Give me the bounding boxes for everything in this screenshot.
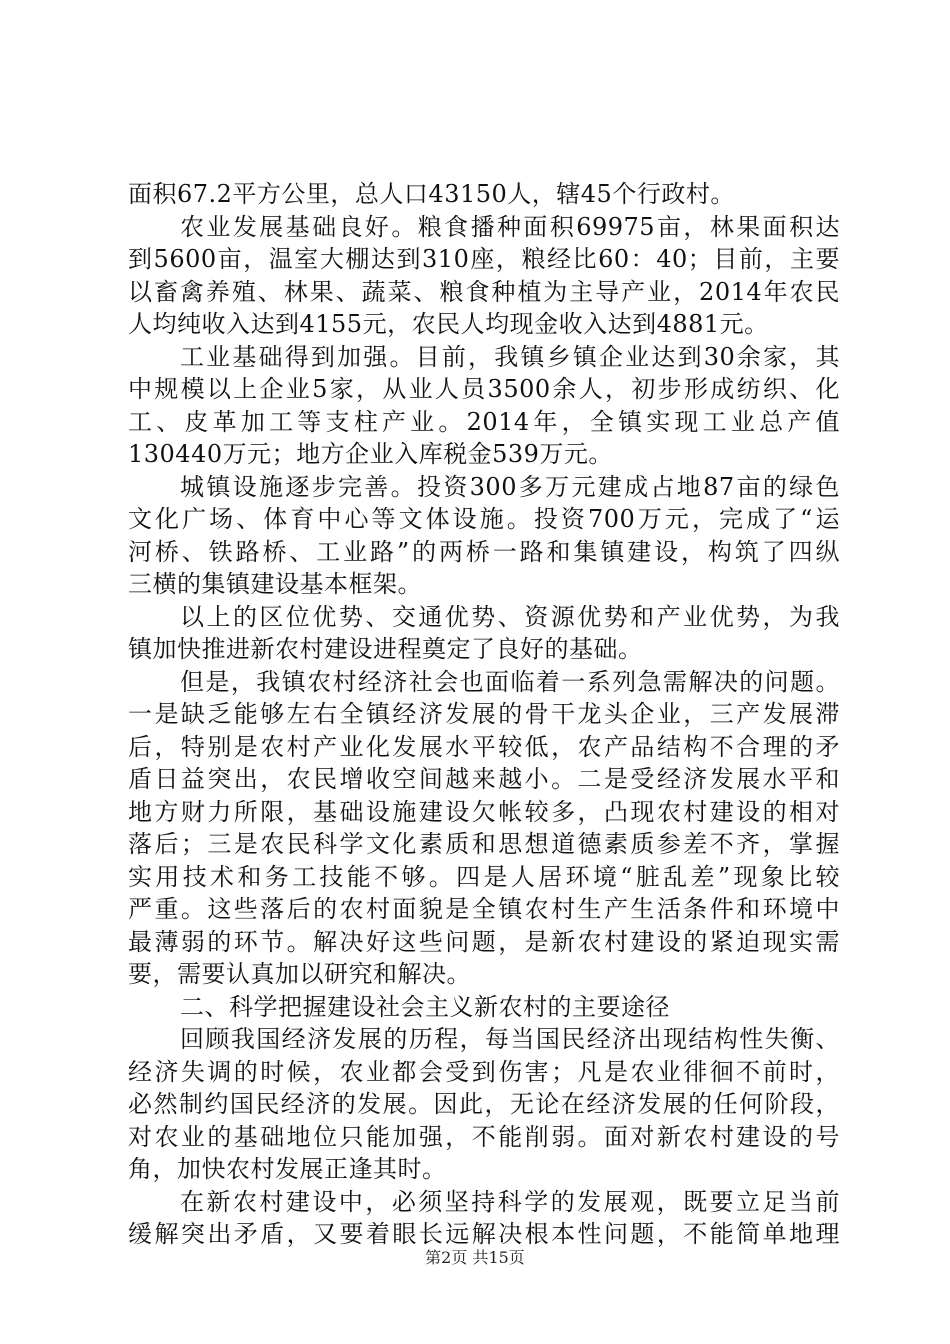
text-line: 以上的区位优势、交通优势、资源优势和产业优势，为我 <box>180 602 840 631</box>
text-line: 对农业的基础地位只能加强，不能削弱。面对新农村建设的号 <box>128 1122 840 1151</box>
text-line: 人均纯收入达到4155元，农民人均现金收入达到4881元。 <box>128 310 769 338</box>
text-line: 盾日益突出，农民增收空间越来越小。二是受经济发展水平和 <box>128 765 840 793</box>
text-line: 镇加快推进新农村建设进程奠定了良好的基础。 <box>128 635 643 663</box>
text-line: 一是缺乏能够左右全镇经济发展的骨干龙头企业，三产发展滞 <box>128 700 840 728</box>
text-line: 130440万元；地方企业入库税金539万元。 <box>128 440 613 468</box>
text-line: 必然制约国民经济的发展。因此，无论在经济发展的任何阶段， <box>128 1090 840 1118</box>
text-line: 严重。这些落后的农村面貌是全镇农村生产生活条件和环境中 <box>128 895 840 923</box>
page-footer: 第2页 共15页 <box>425 1248 525 1267</box>
text-line: 三横的集镇建设基本框架。 <box>128 570 422 598</box>
text-line: 缓解突出矛盾，又要着眼长远解决根本性问题，不能简单地理 <box>128 1220 840 1248</box>
text-line: 城镇设施逐步完善。投资300多万元建成占地87亩的绿色 <box>180 472 840 501</box>
text-line: 工业基础得到加强。目前，我镇乡镇企业达到30余家，其 <box>180 342 840 371</box>
text-line: 在新农村建设中，必须坚持科学的发展观，既要立足当前 <box>180 1187 840 1216</box>
text-line: 要，需要认真加以研究和解决。 <box>128 960 471 988</box>
text-line: 面积67.2平方公里，总人口43150人，辖45个行政村。 <box>128 180 735 208</box>
text-line: 角，加快农村发展正逢其时。 <box>128 1155 447 1183</box>
text-line: 落后；三是农民科学文化素质和思想道德素质参差不齐，掌握 <box>128 830 840 858</box>
text-line: 但是，我镇农村经济社会也面临着一系列急需解决的问题。 <box>180 667 840 696</box>
text-line: 最薄弱的环节。解决好这些问题，是新农村建设的紧迫现实需 <box>128 927 840 956</box>
document-body <box>128 178 840 1251</box>
text-line: 后，特别是农村产业化发展水平较低，农产品结构不合理的矛 <box>128 732 840 761</box>
text-line: 回顾我国经济发展的历程，每当国民经济出现结构性失衡、 <box>180 1025 840 1053</box>
text-line: 地方财力所限，基础设施建设欠帐较多，凸现农村建设的相对 <box>128 797 840 826</box>
text-line: 实用技术和务工技能不够。四是人居环境“脏乱差”现象比较 <box>128 862 840 891</box>
text-line: 经济失调的时候，农业都会受到伤害；凡是农业徘徊不前时， <box>128 1057 840 1086</box>
text-line: 中规模以上企业5家，从业人员3500余人，初步形成纺织、化 <box>128 375 840 403</box>
text-line: 二、科学把握建设社会主义新农村的主要途径 <box>180 992 670 1021</box>
text-line: 以畜禽养殖、林果、蔬菜、粮食种植为主导产业，2014年农民 <box>128 277 840 306</box>
text-line: 河桥、铁路桥、工业路”的两桥一路和集镇建设，构筑了四纵 <box>128 537 840 566</box>
text-line: 农业发展基础良好。粮食播种面积69975亩，林果面积达 <box>180 212 840 241</box>
text-line: 工、皮革加工等支柱产业。2014年，全镇实现工业总产值 <box>128 407 840 436</box>
text-line: 到5600亩，温室大棚达到310座，粮经比60：40；目前，主要 <box>128 245 840 273</box>
text-line: 文化广场、体育中心等文体设施。投资700万元，完成了“运 <box>128 505 840 533</box>
